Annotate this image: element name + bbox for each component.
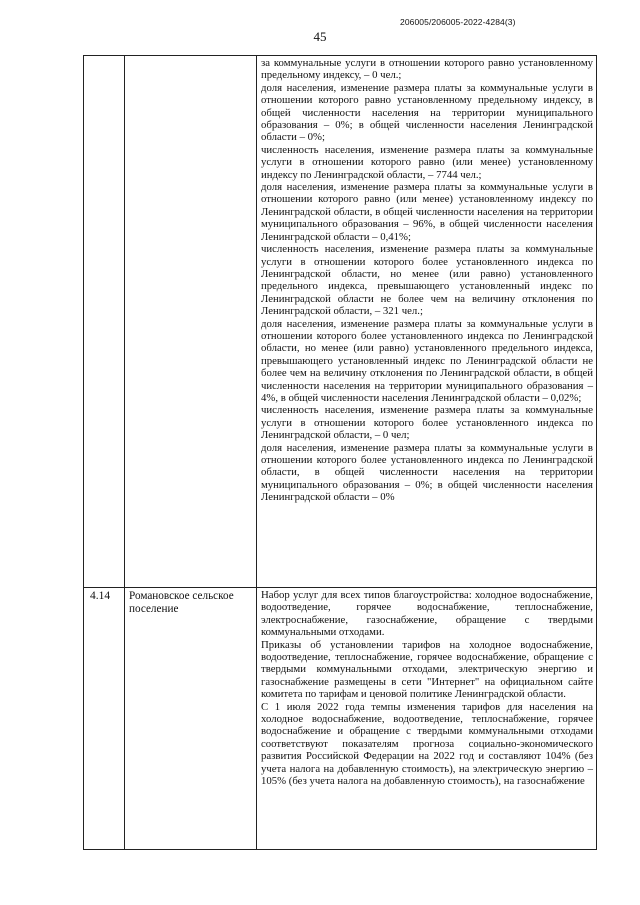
page-number: 45 <box>313 29 327 44</box>
paragraph: численность населения, изменение размера платы за коммунальные услуги в отношении которого равно (или менее) установленному индексу по Ленинградской области, – 7744 чел.; <box>261 143 593 181</box>
paragraph: численность населения, изменение размера платы за коммунальные услуги в отношении которого более установленного индекса по Ленинградской области, – 0 чел; <box>261 404 593 442</box>
description-cell <box>257 588 597 850</box>
description-cell <box>257 56 597 588</box>
paragraph: доля населения, изменение размера платы за коммунальные услуги в отношении которого более установленного индекса по Ленинградской области, в общей численности населения на территории муниципального образования – 0%; в общей численности населения Ленинградской области – 0% <box>261 441 593 504</box>
paragraph: С 1 июля 2022 года темпы изменения тарифов для населения на холодное водоснабжение, водоотведение, теплоснабжение, горячее водоснабжение и обращение с твердыми коммунальными отходами соответствуют показателям прогноза социально-экономического развития Российской Федерации на 2022 год и составляют 104% (без учета налога на добавленную стоимость), на электрическую энергию – 105% (без учета налога на добавленную стоимость), на газоснабжение <box>261 700 593 788</box>
table-row <box>84 56 597 588</box>
paragraph: доля населения, изменение размера платы за коммунальные услуги в отношении которого равно установленному предельному индексу, в общей численности населения на территории муниципального образования – 0%; в общей численности населения Ленинградской области – 0%; <box>261 81 593 144</box>
row-number-cell: 4.14 <box>84 588 125 850</box>
settlement-name-cell <box>125 56 257 588</box>
document-table <box>83 55 597 850</box>
paragraph: Набор услуг для всех типов благоустройства: холодное водоснабжение, водоотведение, горячее водоснабжение, теплоснабжение, электроснабжение, газоснабжение, обращение с твердыми коммунальными отходами. <box>261 589 593 639</box>
paragraph: Приказы об установлении тарифов на холодное водоснабжение, водоотведение, теплоснабжение, горячее водоснабжение, обращение с твердыми коммунальными отходами, электрическую энергию и газоснабжение размещены в сети "Интернет" на официальном сайте комитета по тарифам и ценовой политике Ленинградской области. <box>261 638 593 701</box>
paragraph: доля населения, изменение размера платы за коммунальные услуги в отношении которого более установленного индекса по Ленинградской области, но менее (или равно) установленного предельного индекса, превышающего установленный индекс по Ленинградской области не более чем на величину отклонения по Ленинградской области, в общей численности населения на территории муниципального образования – 4%, в общей численности населения Ленинградской области – 0,02%; <box>261 317 593 404</box>
document-code: 206005/206005-2022-4284(3) <box>400 17 516 27</box>
table-row <box>84 588 597 850</box>
paragraph: за коммунальные услуги в отношении которого равно установленному предельному индексу, – 0 чел.; <box>261 57 593 82</box>
paragraph: доля населения, изменение размера платы за коммунальные услуги в отношении которого равно (или менее) установленному индексу по Ленинградской области, в общей численности населения на территории муниципального образования – 96%, в общей численности населения Ленинградской области – 0,41%; <box>261 181 593 243</box>
row-number-cell <box>84 56 125 588</box>
paragraph: численность населения, изменение размера платы за коммунальные услуги в отношении которого более установленного индекса по Ленинградской области, но менее (или равно) установленного предельного индекса, превышающего установленный индекс по Ленинградской области не более чем на величину отклонения по Ленинградской области, – 321 чел.; <box>261 243 593 318</box>
settlement-name-cell: Романовское сельское поселение <box>125 588 257 850</box>
